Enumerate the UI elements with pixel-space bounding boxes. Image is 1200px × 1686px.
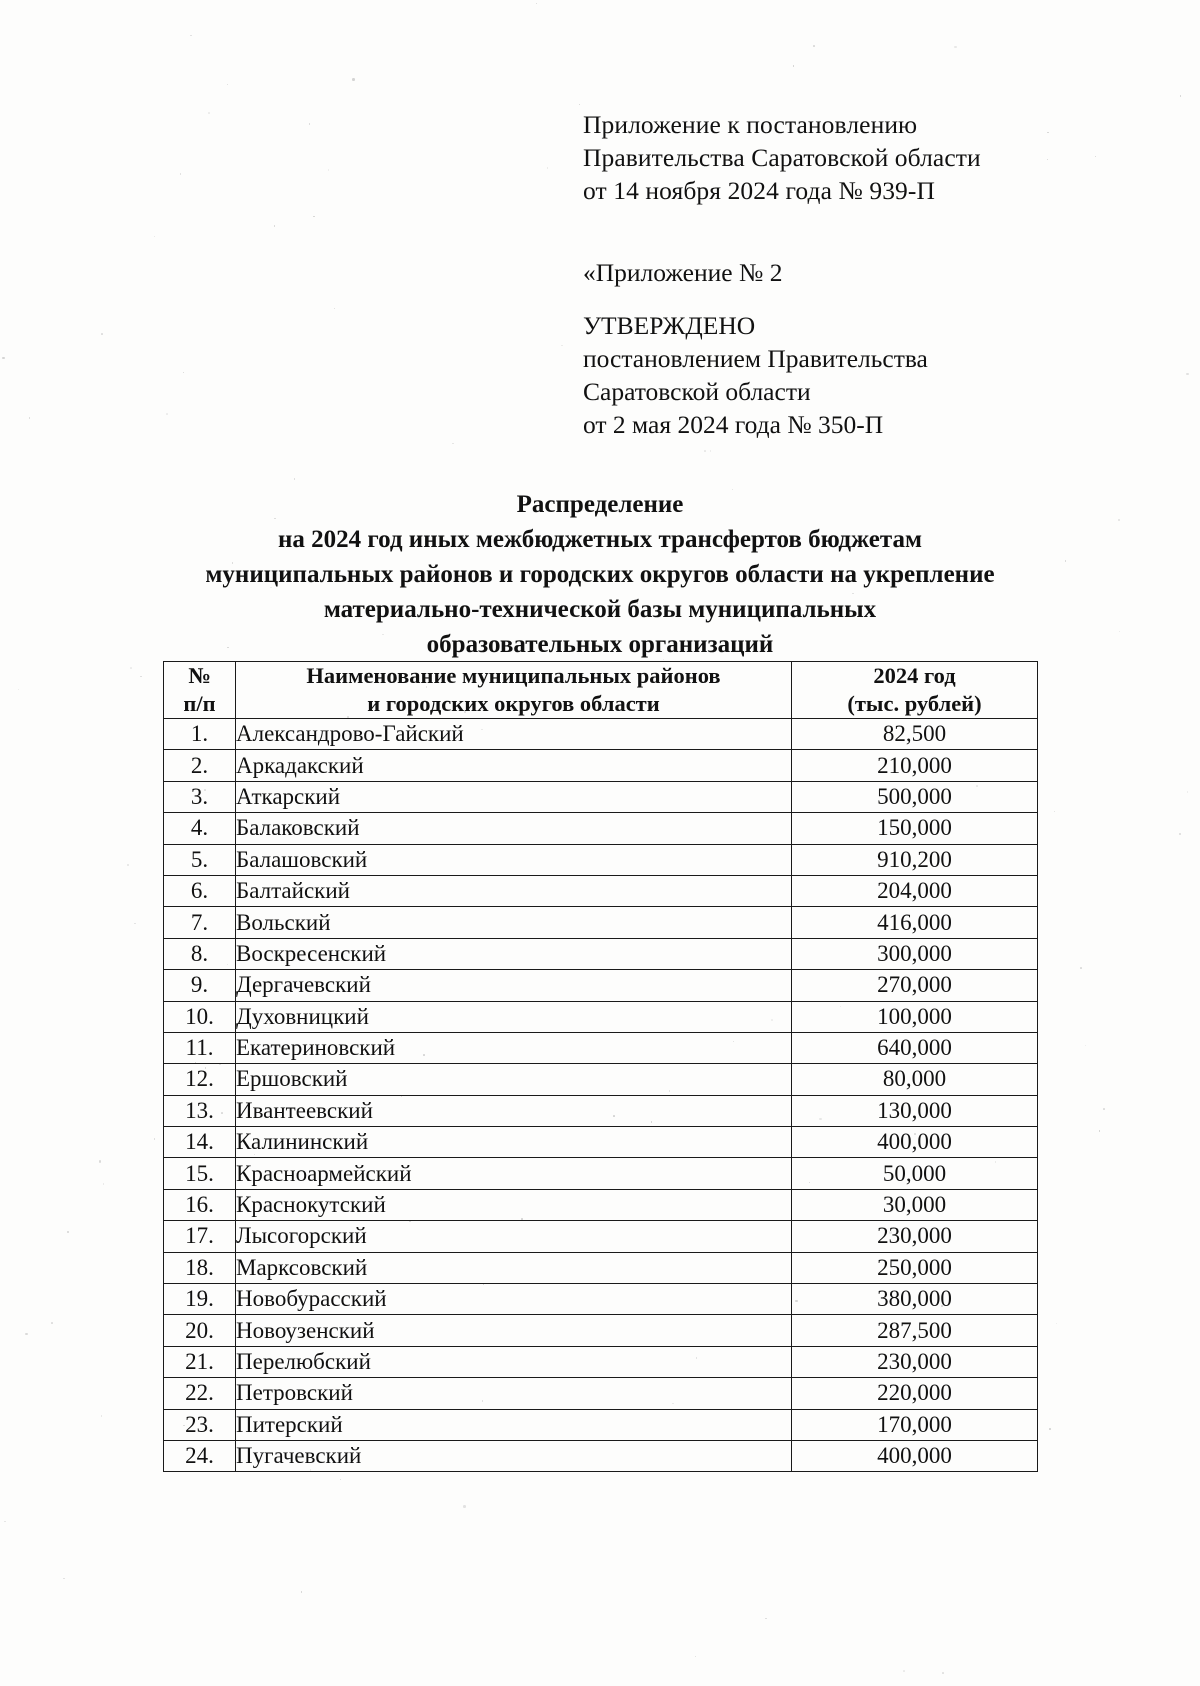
row-number: 10.: [164, 1001, 236, 1032]
row-amount-2024: 500,000: [792, 781, 1038, 812]
table-row: [164, 938, 1038, 969]
row-municipality-name: Балашовский: [236, 844, 792, 875]
distribution-table: [163, 661, 1038, 1472]
row-amount-2024: 170,000: [792, 1409, 1038, 1440]
row-municipality-name: Пугачевский: [236, 1440, 792, 1471]
decree-reference-line-3: от 14 ноября 2024 года № 939-П: [583, 176, 936, 205]
row-number: 4.: [164, 813, 236, 844]
column-header-name-line-2: и городских округов области: [367, 691, 660, 716]
row-municipality-name: Духовницкий: [236, 1001, 792, 1032]
table-row: [164, 813, 1038, 844]
row-amount-2024: 640,000: [792, 1032, 1038, 1063]
page-title: [100, 487, 1100, 662]
row-amount-2024: 204,000: [792, 875, 1038, 906]
column-header-number: [164, 662, 236, 719]
approved-label: УТВЕРЖДЕНО: [583, 311, 756, 340]
row-amount-2024: 400,000: [792, 1440, 1038, 1471]
table-row: [164, 1378, 1038, 1409]
title-line-3: муниципальных районов и городских округов области на укрепление: [205, 561, 995, 588]
row-number: 12.: [164, 1064, 236, 1095]
table-header-row: [164, 662, 1038, 719]
table-row: [164, 1032, 1038, 1063]
row-number: 14.: [164, 1127, 236, 1158]
row-number: 13.: [164, 1095, 236, 1126]
table-body: [164, 719, 1038, 1472]
table-row: [164, 1315, 1038, 1346]
row-municipality-name: Калининский: [236, 1127, 792, 1158]
table-row: [164, 781, 1038, 812]
title-line-5: образовательных организаций: [426, 631, 774, 658]
table-row: [164, 750, 1038, 781]
row-municipality-name: Александрово-Гайский: [236, 719, 792, 750]
row-amount-2024: 380,000: [792, 1284, 1038, 1315]
row-municipality-name: Марксовский: [236, 1252, 792, 1283]
decree-reference-line-2: Правительства Саратовской области: [583, 143, 981, 172]
column-header-name: [236, 662, 792, 719]
approval-line-2: Саратовской области: [583, 377, 811, 406]
table-row: [164, 1252, 1038, 1283]
row-municipality-name: Балаковский: [236, 813, 792, 844]
row-number: 11.: [164, 1032, 236, 1063]
row-number: 19.: [164, 1284, 236, 1315]
row-number: 21.: [164, 1346, 236, 1377]
row-amount-2024: 50,000: [792, 1158, 1038, 1189]
column-header-number-line-1: №: [188, 663, 211, 688]
row-number: 7.: [164, 907, 236, 938]
row-number: 18.: [164, 1252, 236, 1283]
row-amount-2024: 100,000: [792, 1001, 1038, 1032]
table-row: [164, 1189, 1038, 1220]
decree-reference-block: [583, 108, 1053, 207]
row-amount-2024: 150,000: [792, 813, 1038, 844]
table-row: [164, 1346, 1038, 1377]
row-number: 2.: [164, 750, 236, 781]
row-number: 9.: [164, 970, 236, 1001]
row-number: 1.: [164, 719, 236, 750]
table-row: [164, 1001, 1038, 1032]
row-municipality-name: Краснокутский: [236, 1189, 792, 1220]
row-amount-2024: 300,000: [792, 938, 1038, 969]
row-number: 8.: [164, 938, 236, 969]
row-number: 3.: [164, 781, 236, 812]
row-municipality-name: Екатериновский: [236, 1032, 792, 1063]
table-row: [164, 875, 1038, 906]
row-municipality-name: Аркадакский: [236, 750, 792, 781]
row-number: 17.: [164, 1221, 236, 1252]
row-amount-2024: 230,000: [792, 1346, 1038, 1377]
approval-block: [583, 256, 1053, 441]
table-row: [164, 719, 1038, 750]
table-row: [164, 1409, 1038, 1440]
column-header-value-line-2: (тыс. рублей): [847, 691, 982, 716]
row-number: 16.: [164, 1189, 236, 1220]
row-amount-2024: 270,000: [792, 970, 1038, 1001]
row-number: 22.: [164, 1378, 236, 1409]
distribution-table-wrapper: [163, 661, 1037, 1472]
row-municipality-name: Лысогорский: [236, 1221, 792, 1252]
row-amount-2024: 82,500: [792, 719, 1038, 750]
row-number: 24.: [164, 1440, 236, 1471]
row-municipality-name: Красноармейский: [236, 1158, 792, 1189]
approval-line-3: от 2 мая 2024 года № 350-П: [583, 410, 884, 439]
row-amount-2024: 30,000: [792, 1189, 1038, 1220]
row-amount-2024: 250,000: [792, 1252, 1038, 1283]
row-number: 20.: [164, 1315, 236, 1346]
row-municipality-name: Воскресенский: [236, 938, 792, 969]
row-municipality-name: Перелюбский: [236, 1346, 792, 1377]
row-municipality-name: Ершовский: [236, 1064, 792, 1095]
row-amount-2024: 287,500: [792, 1315, 1038, 1346]
row-municipality-name: Аткарский: [236, 781, 792, 812]
table-row: [164, 907, 1038, 938]
row-municipality-name: Петровский: [236, 1378, 792, 1409]
row-municipality-name: Ивантеевский: [236, 1095, 792, 1126]
row-amount-2024: 230,000: [792, 1221, 1038, 1252]
row-number: 6.: [164, 875, 236, 906]
row-municipality-name: Балтайский: [236, 875, 792, 906]
column-header-value: [792, 662, 1038, 719]
row-municipality-name: Вольский: [236, 907, 792, 938]
row-amount-2024: 80,000: [792, 1064, 1038, 1095]
row-amount-2024: 400,000: [792, 1127, 1038, 1158]
table-head: [164, 662, 1038, 719]
table-row: [164, 1284, 1038, 1315]
decree-reference-line-1: Приложение к постановлению: [583, 110, 918, 139]
row-amount-2024: 220,000: [792, 1378, 1038, 1409]
spacer: [583, 289, 1053, 309]
row-number: 5.: [164, 844, 236, 875]
row-amount-2024: 910,200: [792, 844, 1038, 875]
row-municipality-name: Новобурасский: [236, 1284, 792, 1315]
column-header-number-line-2: п/п: [183, 691, 216, 716]
row-amount-2024: 210,000: [792, 750, 1038, 781]
table-row: [164, 1440, 1038, 1471]
table-row: [164, 1158, 1038, 1189]
row-amount-2024: 416,000: [792, 907, 1038, 938]
table-row: [164, 970, 1038, 1001]
table-row: [164, 1064, 1038, 1095]
column-header-name-line-1: Наименование муниципальных районов: [306, 663, 721, 688]
row-number: 23.: [164, 1409, 236, 1440]
title-line-1: Распределение: [516, 491, 684, 518]
approval-line-1: постановлением Правительства: [583, 344, 928, 373]
title-line-4: материально-технической базы муниципальных: [323, 596, 877, 623]
row-amount-2024: 130,000: [792, 1095, 1038, 1126]
table-row: [164, 844, 1038, 875]
row-number: 15.: [164, 1158, 236, 1189]
table-row: [164, 1221, 1038, 1252]
title-line-2: на 2024 год иных межбюджетных трансфертов бюджетам: [277, 526, 923, 553]
table-row: [164, 1095, 1038, 1126]
appendix-number: «Приложение № 2: [583, 258, 783, 287]
column-header-value-line-1: 2024 год: [873, 663, 956, 688]
table-row: [164, 1127, 1038, 1158]
row-municipality-name: Новоузенский: [236, 1315, 792, 1346]
row-municipality-name: Питерский: [236, 1409, 792, 1440]
row-municipality-name: Дергачевский: [236, 970, 792, 1001]
